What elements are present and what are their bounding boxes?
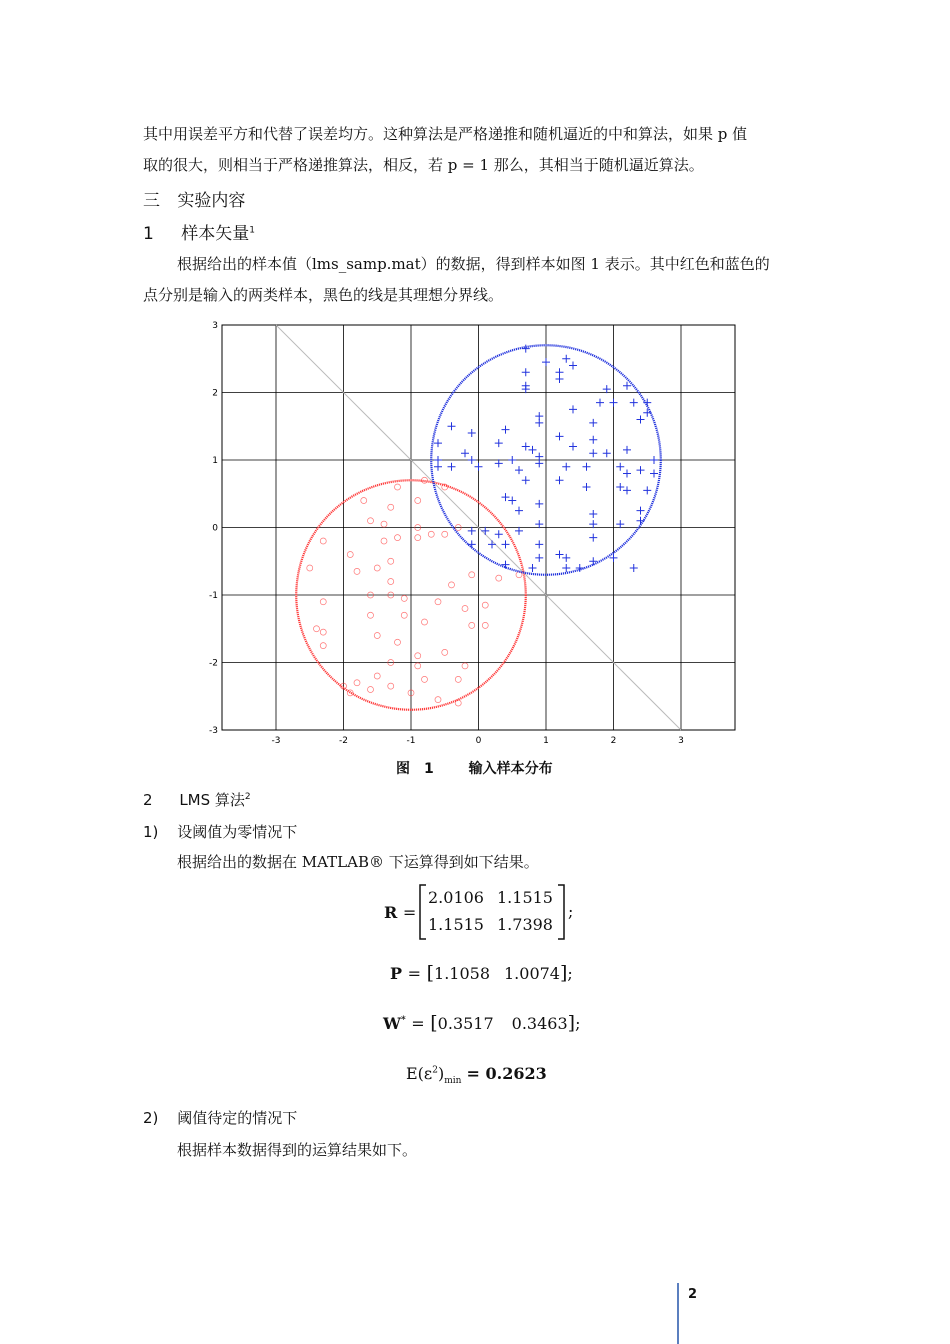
paragraph-line: 取的很大，则相当于严格递推算法，相反，若 p = 1 那么，其相当于随机逼近算法。 <box>143 156 704 174</box>
y-tick-label: 0 <box>212 523 218 534</box>
x-tick-label: 3 <box>678 736 684 746</box>
subsection-title: 样本矢量 <box>181 224 250 244</box>
eq-symbol: E(ε <box>406 1064 433 1083</box>
paragraph-line: 根据给出的数据在 MATLAB® 下运算得到如下结果。 <box>177 853 539 871</box>
list-item-heading <box>143 1107 297 1128</box>
matrix-cell: 1.1515 <box>497 888 553 907</box>
footnote-marker: 1 <box>249 225 255 236</box>
section-number: 三 <box>143 191 160 211</box>
matrix-cell: 1.1515 <box>428 915 484 934</box>
subsection-heading <box>143 219 255 244</box>
page-number: 2 <box>688 1287 698 1302</box>
list-item-number: 1) <box>143 823 159 841</box>
list-item-heading <box>143 821 297 842</box>
x-tick-label: -1 <box>406 736 416 746</box>
paragraph-line: 根据样本数据得到的运算结果如下。 <box>177 1141 418 1159</box>
scatter-chart <box>195 315 750 755</box>
subsection-number: 2 <box>143 791 153 809</box>
section-title: 实验内容 <box>177 191 246 211</box>
x-tick-label: -2 <box>339 736 348 746</box>
y-tick-label: -3 <box>209 726 218 736</box>
y-tick-label: 3 <box>212 321 218 331</box>
eq-sign: = <box>407 964 422 983</box>
footnote-marker: 2 <box>244 792 251 802</box>
y-tick-label: 1 <box>212 456 218 466</box>
eq-R-lhs <box>384 903 416 922</box>
eq-subscript: min <box>444 1076 462 1087</box>
eq-superscript: * <box>400 1015 406 1026</box>
eq-tail: ; <box>567 964 573 983</box>
y-tick-label: -2 <box>209 658 218 669</box>
subsection-title: LMS 算法 <box>179 791 245 809</box>
eq-sign: = <box>411 1014 425 1033</box>
x-tick-label: 2 <box>610 736 617 746</box>
vector-value: 1.0074 <box>504 964 560 983</box>
list-item-title: 阈值待定的情况下 <box>177 1109 298 1127</box>
subsection-heading <box>143 789 251 810</box>
y-tick-label: 2 <box>212 388 218 399</box>
eq-value: = 0.2623 <box>466 1064 547 1083</box>
x-tick-label: 1 <box>543 736 549 746</box>
eq-symbol: R <box>384 903 398 922</box>
x-tick-label: -3 <box>271 736 281 746</box>
x-tick-label: 0 <box>475 736 482 746</box>
page-rule <box>677 1283 679 1344</box>
eq-tail: ; <box>568 902 574 921</box>
list-item-title: 设阈值为零情况下 <box>177 823 298 841</box>
eq-W: W* = [0.3517 0.3463]; <box>383 1012 581 1034</box>
matrix-cell: 2.0106 <box>428 888 484 907</box>
figure-title: 输入样本分布 <box>468 761 553 777</box>
eq-tail: ; <box>575 1014 581 1033</box>
subsection-number: 1 <box>143 224 154 244</box>
eq-paren: ) <box>437 1064 445 1083</box>
vector-value: 1.1058 <box>434 964 490 983</box>
figure-caption <box>396 758 553 778</box>
eq-sign: = <box>402 903 417 922</box>
figure-label: 图 1 <box>396 761 434 777</box>
eq-superscript: 2 <box>432 1065 438 1076</box>
eq-symbol: W <box>383 1014 401 1033</box>
paragraph-line: 根据给出的样本值（lms_samp.mat）的数据，得到样本如图 1 表示。其中红色和蓝色的 <box>177 255 770 273</box>
eq-P: P = [1.1058 1.0074]; <box>390 962 573 984</box>
list-item-number: 2) <box>143 1109 159 1127</box>
paragraph-line: 其中用误差平方和代替了误差均方。这种算法是严格递推和随机逼近的中和算法，如果 p 值 <box>143 125 748 143</box>
matrix-cell: 1.7398 <box>497 915 553 934</box>
paragraph-line: 点分别是输入的两类样本，黑色的线是其理想分界线。 <box>143 286 504 304</box>
vector-value: 0.3517 <box>437 1014 494 1033</box>
vector-value: 0.3463 <box>511 1014 568 1033</box>
section-heading <box>143 186 245 211</box>
y-tick-label: -1 <box>209 591 218 601</box>
eq-E <box>406 1064 547 1086</box>
eq-symbol: P <box>390 964 403 983</box>
